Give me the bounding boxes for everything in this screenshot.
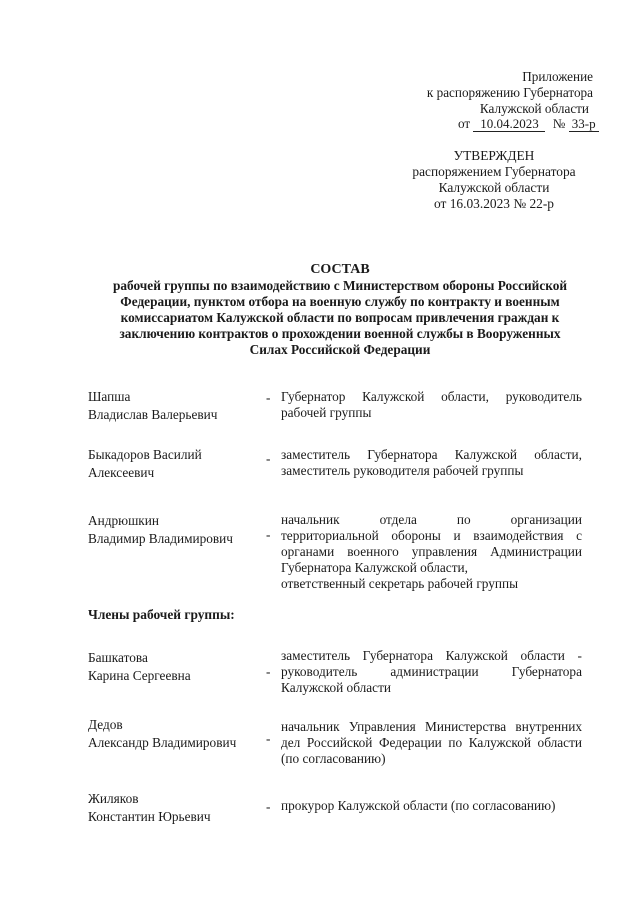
person-role (281, 447, 582, 479)
person-name (88, 388, 217, 424)
role-line: Калужской области (281, 680, 391, 695)
person-surname: Дедов (88, 717, 123, 732)
appendix-header (427, 69, 593, 117)
appendix-line-1: Приложение (522, 69, 593, 84)
members-heading: Члены рабочей группы: (88, 607, 235, 622)
role-line: Губернатор Калужской области, руководитель (281, 389, 582, 404)
title-line-5: Силах Российской Федерации (249, 342, 431, 357)
person-name (88, 512, 233, 548)
appendix-date-line (458, 116, 599, 132)
role-line: территориальной обороны и взаимодействия с (281, 528, 582, 543)
person-name (88, 716, 236, 752)
title-line-1: рабочей группы по взаимодействию с Министерством обороны Российской (112, 278, 568, 293)
person-surname: Быкадоров Василий (88, 447, 202, 462)
appendix-line-2: к распоряжению Губернатора (426, 85, 593, 100)
title-line-3: комиссариатом Калужской области по вопросам привлечения граждан к (120, 310, 560, 325)
person-given-names: Алексеевич (88, 465, 155, 480)
title-line-4: заключению контрактов о прохождении военной службы в Вооруженных (119, 326, 561, 341)
person-given-names: Владислав Валерьевич (88, 407, 218, 422)
entry-dash: - (266, 799, 271, 814)
role-line: (по согласованию) (281, 751, 386, 766)
person-role (281, 798, 582, 814)
role-line: заместитель руководителя рабочей группы (281, 463, 524, 478)
person-given-names: Владимир Владимирович (88, 531, 233, 546)
role-line: дел Российской Федерации по Калужской области (281, 735, 582, 750)
person-role (281, 648, 582, 696)
person-name (88, 649, 191, 685)
person-given-names: Карина Сергеевна (88, 668, 191, 683)
person-surname: Жиляков (88, 791, 139, 806)
entry-dash: - (266, 664, 271, 679)
role-line: заместитель Губернатора Калужской области - (281, 648, 582, 663)
entry-dash: - (266, 390, 271, 405)
appendix-line-3: Калужской области (479, 101, 589, 116)
role-line: прокурор Калужской области (по согласованию) (281, 798, 556, 813)
approved-line-3: Калужской области (438, 180, 550, 195)
entry-dash: - (266, 527, 271, 542)
approved-title: УТВЕРЖДЕН (453, 148, 535, 163)
person-role (281, 719, 582, 767)
role-line: ответственный секретарь рабочей группы (281, 576, 519, 591)
person-given-names: Константин Юрьевич (88, 809, 211, 824)
appendix-number-prefix: № (552, 116, 566, 131)
title-line-2: Федерации, пунктом отбора на военную службу по контракту и военным (120, 294, 560, 309)
person-surname: Башкатова (88, 650, 148, 665)
person-name (88, 790, 211, 826)
person-name (88, 446, 202, 482)
person-surname: Андрюшкин (88, 513, 159, 528)
approved-line-4: от 16.03.2023 № 22-р (434, 196, 554, 211)
approved-line-2: распоряжением Губернатора (412, 164, 576, 179)
appendix-number: 33-р (569, 117, 599, 132)
document-title (95, 262, 585, 358)
role-line: начальник отдела по организации (281, 512, 582, 527)
person-surname: Шапша (88, 389, 131, 404)
role-line: заместитель Губернатора Калужской области, (281, 447, 582, 462)
appendix-date: 10.04.2023 (473, 117, 545, 132)
role-line: начальник Управления Министерства внутренних (281, 719, 582, 734)
role-line: Губернатора Калужской области, (281, 560, 468, 575)
entry-dash: - (266, 731, 271, 746)
person-role (281, 389, 582, 421)
appendix-date-prefix: от (458, 116, 471, 131)
role-line: органами военного управления Администрации (281, 544, 582, 559)
person-role (281, 512, 582, 592)
entry-dash: - (266, 451, 271, 466)
person-given-names: Александр Владимирович (88, 735, 237, 750)
approved-block (394, 148, 594, 212)
role-line: рабочей группы (281, 405, 372, 420)
role-line: руководитель администрации Губернатора (281, 664, 582, 679)
title-main: СОСТАВ (310, 262, 370, 277)
